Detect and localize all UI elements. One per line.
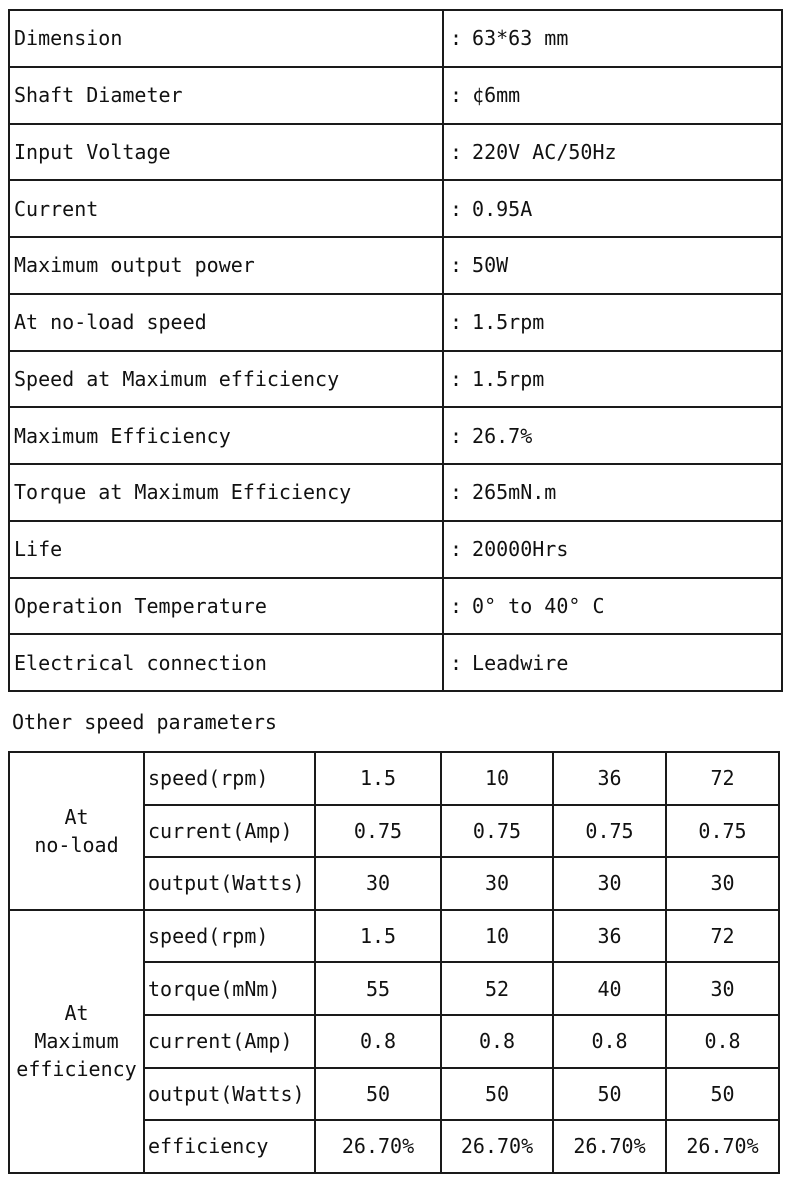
parameter-value: 26.70% [315,1120,441,1173]
spec-value-cell [443,407,782,464]
other-speed-parameters-heading: Other speed parameters [12,710,277,734]
parameter-label: output(Watts) [144,857,315,910]
parameter-value: 36 [553,910,666,963]
spec-value-cell [443,464,782,521]
spec-value: 1.5rpm [472,310,545,335]
parameter-value: 0.75 [441,805,553,858]
parameter-value: 72 [666,910,779,963]
group-label-line: At [64,1001,89,1026]
spec-value: 20000Hrs [472,537,569,562]
parameter-value: 26.70% [441,1120,553,1173]
spec-row [9,237,782,294]
spec-separator: : [450,196,463,221]
parameter-value: 30 [441,857,553,910]
group-label-line: no-load [34,832,119,857]
spec-row [9,407,782,464]
parameter-value: 52 [441,962,553,1015]
parameter-value: 10 [441,752,553,805]
spec-separator: : [450,593,463,618]
spec-value: ¢6mm [472,83,521,108]
parameter-value: 40 [553,962,666,1015]
spec-value-cell [443,124,782,181]
spec-label: At no-load speed [9,294,443,351]
parameter-value: 1.5 [315,910,441,963]
parameter-label: speed(rpm) [144,910,315,963]
parameter-value: 72 [666,752,779,805]
group-label-cell [9,910,144,1173]
spec-value-cell [443,294,782,351]
parameter-label: current(Amp) [144,805,315,858]
parameter-value: 55 [315,962,441,1015]
parameter-value: 50 [441,1068,553,1121]
spec-separator: : [450,537,463,562]
parameter-value: 0.8 [553,1015,666,1068]
parameter-row [9,752,779,805]
parameter-value: 50 [666,1068,779,1121]
spec-separator: : [450,366,463,391]
parameter-value: 1.5 [315,752,441,805]
spec-value-cell [443,180,782,237]
parameter-label: current(Amp) [144,1015,315,1068]
spec-value: 63*63 mm [472,26,569,51]
spec-value-cell [443,237,782,294]
spec-value-cell [443,67,782,124]
spec-row [9,578,782,635]
spec-label: Maximum output power [9,237,443,294]
parameter-label: output(Watts) [144,1068,315,1121]
spec-row [9,464,782,521]
spec-row [9,351,782,408]
parameter-value: 10 [441,910,553,963]
parameter-value: 26.70% [553,1120,666,1173]
parameter-value: 0.75 [666,805,779,858]
parameter-value: 0.75 [315,805,441,858]
group-label-cell [9,752,144,910]
spec-separator: : [450,253,463,278]
spec-value-cell [443,351,782,408]
parameter-value: 50 [553,1068,666,1121]
group-label-line: efficiency [16,1057,137,1082]
specifications-table [8,9,783,692]
spec-value: 0.95A [472,196,533,221]
spec-separator: : [450,480,463,505]
spec-label: Input Voltage [9,124,443,181]
spec-value-cell [443,10,782,67]
spec-label: Operation Temperature [9,578,443,635]
spec-value: 220V AC/50Hz [472,139,617,164]
parameter-value: 30 [553,857,666,910]
spec-separator: : [450,310,463,335]
spec-separator: : [450,83,463,108]
spec-value: 265mN.m [472,480,557,505]
spec-value: 50W [472,253,509,278]
spec-label: Torque at Maximum Efficiency [9,464,443,521]
spec-row [9,521,782,578]
spec-value: Leadwire [472,650,569,675]
parameter-value: 30 [315,857,441,910]
spec-separator: : [450,26,463,51]
spec-separator: : [450,423,463,448]
spec-value-cell [443,578,782,635]
group-label-line: Maximum [34,1029,119,1054]
spec-label: Maximum Efficiency [9,407,443,464]
spec-row [9,294,782,351]
spec-row [9,10,782,67]
specifications-table-body [9,10,782,691]
spec-value: 26.7% [472,423,533,448]
parameter-value: 50 [315,1068,441,1121]
parameter-label: speed(rpm) [144,752,315,805]
spec-value: 0° to 40° C [472,593,605,618]
spec-label: Current [9,180,443,237]
parameter-value: 0.75 [553,805,666,858]
parameter-value: 36 [553,752,666,805]
spec-label: Life [9,521,443,578]
parameter-value: 30 [666,857,779,910]
parameter-label: efficiency [144,1120,315,1173]
parameter-value: 30 [666,962,779,1015]
spec-value-cell [443,521,782,578]
parameter-label: torque(mNm) [144,962,315,1015]
spec-separator: : [450,139,463,164]
spec-separator: : [450,650,463,675]
spec-label: Speed at Maximum efficiency [9,351,443,408]
spec-label: Dimension [9,10,443,67]
spec-value-cell [443,634,782,691]
spec-label: Shaft Diameter [9,67,443,124]
spec-value: 1.5rpm [472,366,545,391]
spec-row [9,67,782,124]
spec-row [9,634,782,691]
parameter-row [9,910,779,963]
parameter-value: 0.8 [315,1015,441,1068]
spec-row [9,180,782,237]
group-label-line: At [64,804,89,829]
parameter-value: 0.8 [666,1015,779,1068]
parameter-value: 0.8 [441,1015,553,1068]
spec-row [9,124,782,181]
speed-parameters-table-body [9,752,779,1173]
spec-label: Electrical connection [9,634,443,691]
speed-parameters-table [8,751,780,1174]
parameter-value: 26.70% [666,1120,779,1173]
